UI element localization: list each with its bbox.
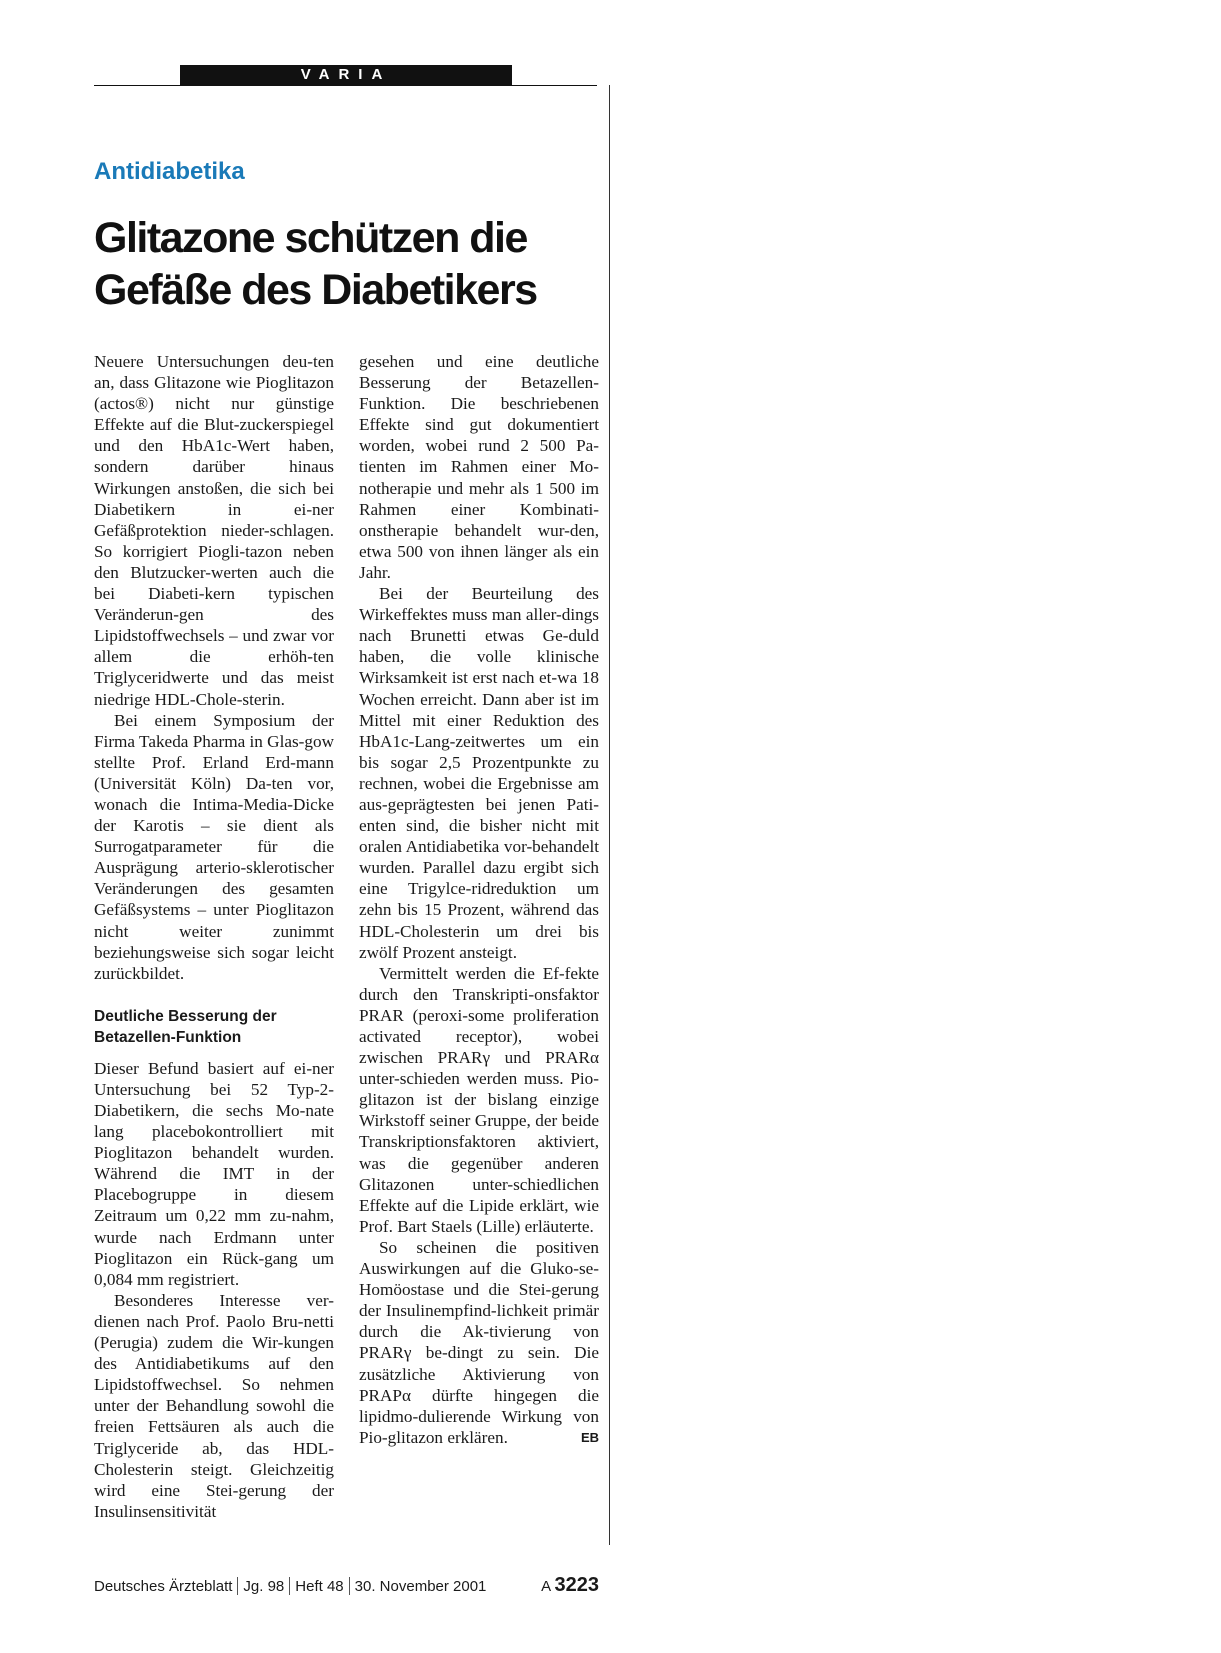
article-headline xyxy=(94,212,614,316)
paragraph: Neuere Untersuchungen deu-ten an, dass Glitazone wie Pioglitazon (actos®) nicht nur günstige Effekte auf die Blut-zuckerspiegel und den HbA1c-Wert haben, sondern darüber hinaus Wirkungen anstoßen, die sich bei Diabetikern in ei-ner Gefäßprotektion nieder-schlagen. So korrigiert Piogli-tazon neben den Blutzucker-werten auch die bei Diabeti-kern typischen Veränderun-gen des Lipidstoffwechsels – und zwar vor allem die erhöh-ten Triglyceridwerte und das meist niedrige HDL-Chole-sterin. xyxy=(94,352,334,709)
headline-line-1: Glitazone schützen die xyxy=(94,214,527,262)
page-prefix: A xyxy=(541,1578,551,1595)
article-kicker: Antidiabetika xyxy=(94,158,245,185)
page-number xyxy=(541,1574,599,1597)
paragraph xyxy=(359,1237,599,1448)
author-initials: EB xyxy=(580,1429,599,1445)
paragraph: Vermittelt werden die Ef-fekte durch den Transkripti-onsfaktor PRAR (peroxi-some proliferation activated receptor), wobei zwischen PRARγ und PRARα unter-schieden werden muss. Pio-glitazon ist der bislang einzige Wirkstoff seiner Gruppe, der beide Transkriptionsfaktoren aktiviert, was die gegenüber anderen Glitazonen unter-schiedlichen Effekte auf die Lipide erklärt, wie Prof. Bart Staels (Lille) erläuterte. xyxy=(359,963,599,1236)
section-label: VARIA xyxy=(180,65,512,85)
paragraph: Bei einem Symposium der Firma Takeda Pharma in Glas-gow stellte Prof. Erland Erd-mann (Universität Köln) Da-ten vor, wonach die Intima-Media-Dicke der Karotis – sie dient als Surrogatparameter für die Ausprägung arterio-sklerotischer Veränderungen des gesamten Gefäßsystems – unter Pioglitazon nicht weiter zunimmt beziehungsweise sich sogar leicht zurückbildet. xyxy=(94,710,335,983)
subheading: Deutliche Besserung der Betazellen-Funktion xyxy=(94,1007,277,1046)
paragraph: Bei der Beurteilung des Wirkeffektes muss man aller-dings nach Brunetti etwas Ge-duld haben, die volle klinische Wirksamkeit ist erst nach et-wa 18 Wochen erreicht. Dann aber ist im Mittel mit einer Reduktion des HbA1c-Lang-zeitwertes um ein bis sogar 2,5 Prozentpunkte zu rechnen, wobei die Ergebnisse am aus-geprägtesten bei jenen Pati-enten sind, die bisher nicht mit oralen Antidiabetika vor-behandelt wurden. Parallel dazu ergibt sich eine Trigylce-ridreduktion um zehn bis 15 Prozent, während das HDL-Cholesterin um drei bis zwölf Prozent ansteigt. xyxy=(359,584,599,962)
footer-divider xyxy=(237,1577,238,1595)
volume: Jg. 98 xyxy=(243,1578,285,1595)
footer-divider xyxy=(349,1577,350,1595)
paragraph: gesehen und eine deutliche Besserung der Betazellen-Funktion. Die beschriebenen Effekte sind gut dokumentiert worden, wobei rund 2 500 Pa-tienten im Rahmen einer Mo-notherapie und mehr als 1 500 im Rahmen einer Kombinati-onstherapie behandelt wur-den, etwa 500 von ihnen länger als ein Jahr. xyxy=(359,352,599,582)
journal-name: Deutsches Ärzteblatt xyxy=(94,1578,233,1595)
issue: Heft 48 xyxy=(295,1578,344,1595)
text-column-right xyxy=(359,351,599,1448)
headline-line-2: Gefäße des Diabetikers xyxy=(94,266,537,314)
header-rule xyxy=(94,85,597,86)
paragraph-text: So scheinen die positiven Auswirkungen auf die Gluko-se-Homöostase und die Stei-gerung der Insulinempfind-lichkeit primär durch die Ak-tivierung von PRARγ be-dingt zu sein. Die zusätzliche Aktivierung von PRAPα dürfte hingegen die lipidmo-dulierende Wirkung von Pio-glitazon erklären. xyxy=(359,1237,599,1447)
paragraph: Dieser Befund basiert auf ei-ner Untersuchung bei 52 Typ-2-Diabetikern, die sechs Mo-nate lang placebokontrolliert mit Pioglitazon behandelt wurden. Während die IMT in der Placebogruppe in diesem Zeitraum um 0,22 mm zu-nahm, wurde nach Erdmann unter Pioglitazon ein Rück-gang um 0,084 mm registriert. xyxy=(94,1058,334,1289)
text-column-left xyxy=(94,351,334,1522)
issue-date: 30. November 2001 xyxy=(354,1578,487,1595)
page-number-value: 3223 xyxy=(554,1574,599,1596)
footer-divider xyxy=(289,1577,290,1595)
paragraph: Besonderes Interesse ver-dienen nach Prof. Paolo Bru-netti (Perugia) zudem die Wir-kungen des Antidiabetikums auf den Lipidstoffwechsel. So nehmen unter der Behandlung sowohl die freien Fettsäuren als auch die Triglyceride ab, das HDL-Cholesterin steigt. Gleichzeitig wird eine Stei-gerung der Insulinsensitivität xyxy=(94,1290,334,1521)
page-footer xyxy=(94,1574,599,1597)
